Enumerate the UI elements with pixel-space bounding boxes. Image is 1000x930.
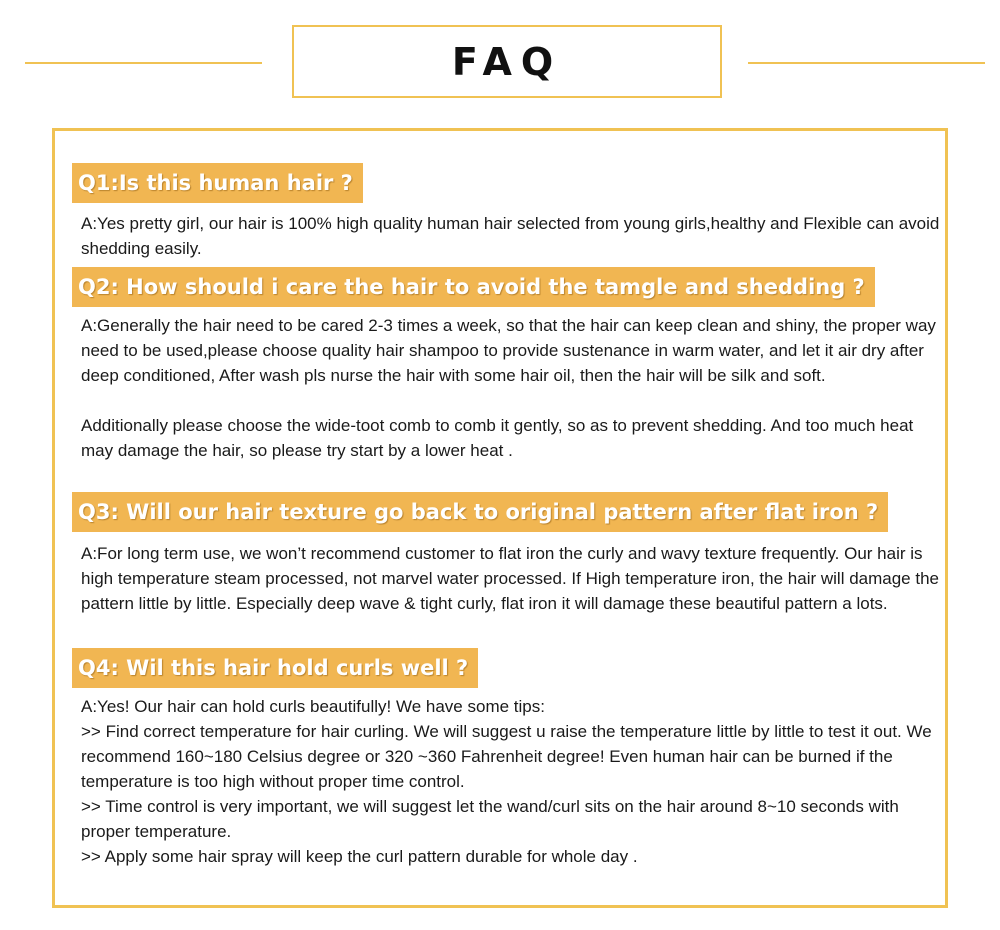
header-rule-left [25,62,262,64]
answer-1-text: A:Yes pretty girl, our hair is 100% high quality human hair selected from young girls,healthy and Flexible can avoid shedding easily. [81,214,940,258]
answer-4-tip-3: >> Apply some hair spray will keep the curl pattern durable for whole day . [81,847,638,866]
question-1-label: Q1:Is this human hair ? [72,163,363,203]
question-4-label: Q4: Wil this hair hold curls well ? [72,648,478,688]
answer-1 [81,211,943,261]
header-rule-right [748,62,985,64]
answer-4 [81,694,943,869]
question-2-label: Q2: How should i care the hair to avoid the tamgle and shedding ? [72,267,875,307]
answer-2-paragraph-1: A:Generally the hair need to be cared 2-3 times a week, so that the hair can keep clean and shiny, the proper way need to be used,please choose quality hair shampoo to provide sustenance in warm water, and let it air dry after deep conditioned, After wash pls nurse the hair with some hair oil, then the hair will be silk and soft. [81,316,936,385]
answer-4-tip-2: >> Time control is very important, we will suggest let the wand/curl sits on the hair around 8~10 seconds with proper temperature. [81,797,899,841]
answer-3-text: A:For long term use, we won’t recommend customer to flat iron the curly and wavy texture frequently. Our hair is high temperature steam processed, not marvel water processed. If High temperature iron, the hair will damage the pattern little by little. Especially deep wave & tight curly, flat iron it will damage these beautiful pattern a lots. [81,544,939,613]
answer-3 [81,541,943,616]
answer-4-intro: A:Yes! Our hair can hold curls beautifully! We have some tips: [81,697,545,716]
page-title: FAQ [292,25,722,98]
answer-4-tip-1: >> Find correct temperature for hair curling. We will suggest u raise the temperature little by little to test it out. We recommend 160~180 Celsius degree or 320 ~360 Fahrenheit degree! Even human hair can be burned if the temperature is too high without proper time control. [81,722,932,791]
answer-2 [81,313,943,463]
answer-2-paragraph-2: Additionally please choose the wide-toot comb to comb it gently, so as to prevent shedding. And too much heat may damage the hair, so please try start by a lower heat . [81,416,914,460]
question-3-label: Q3: Will our hair texture go back to original pattern after flat iron ? [72,492,888,532]
